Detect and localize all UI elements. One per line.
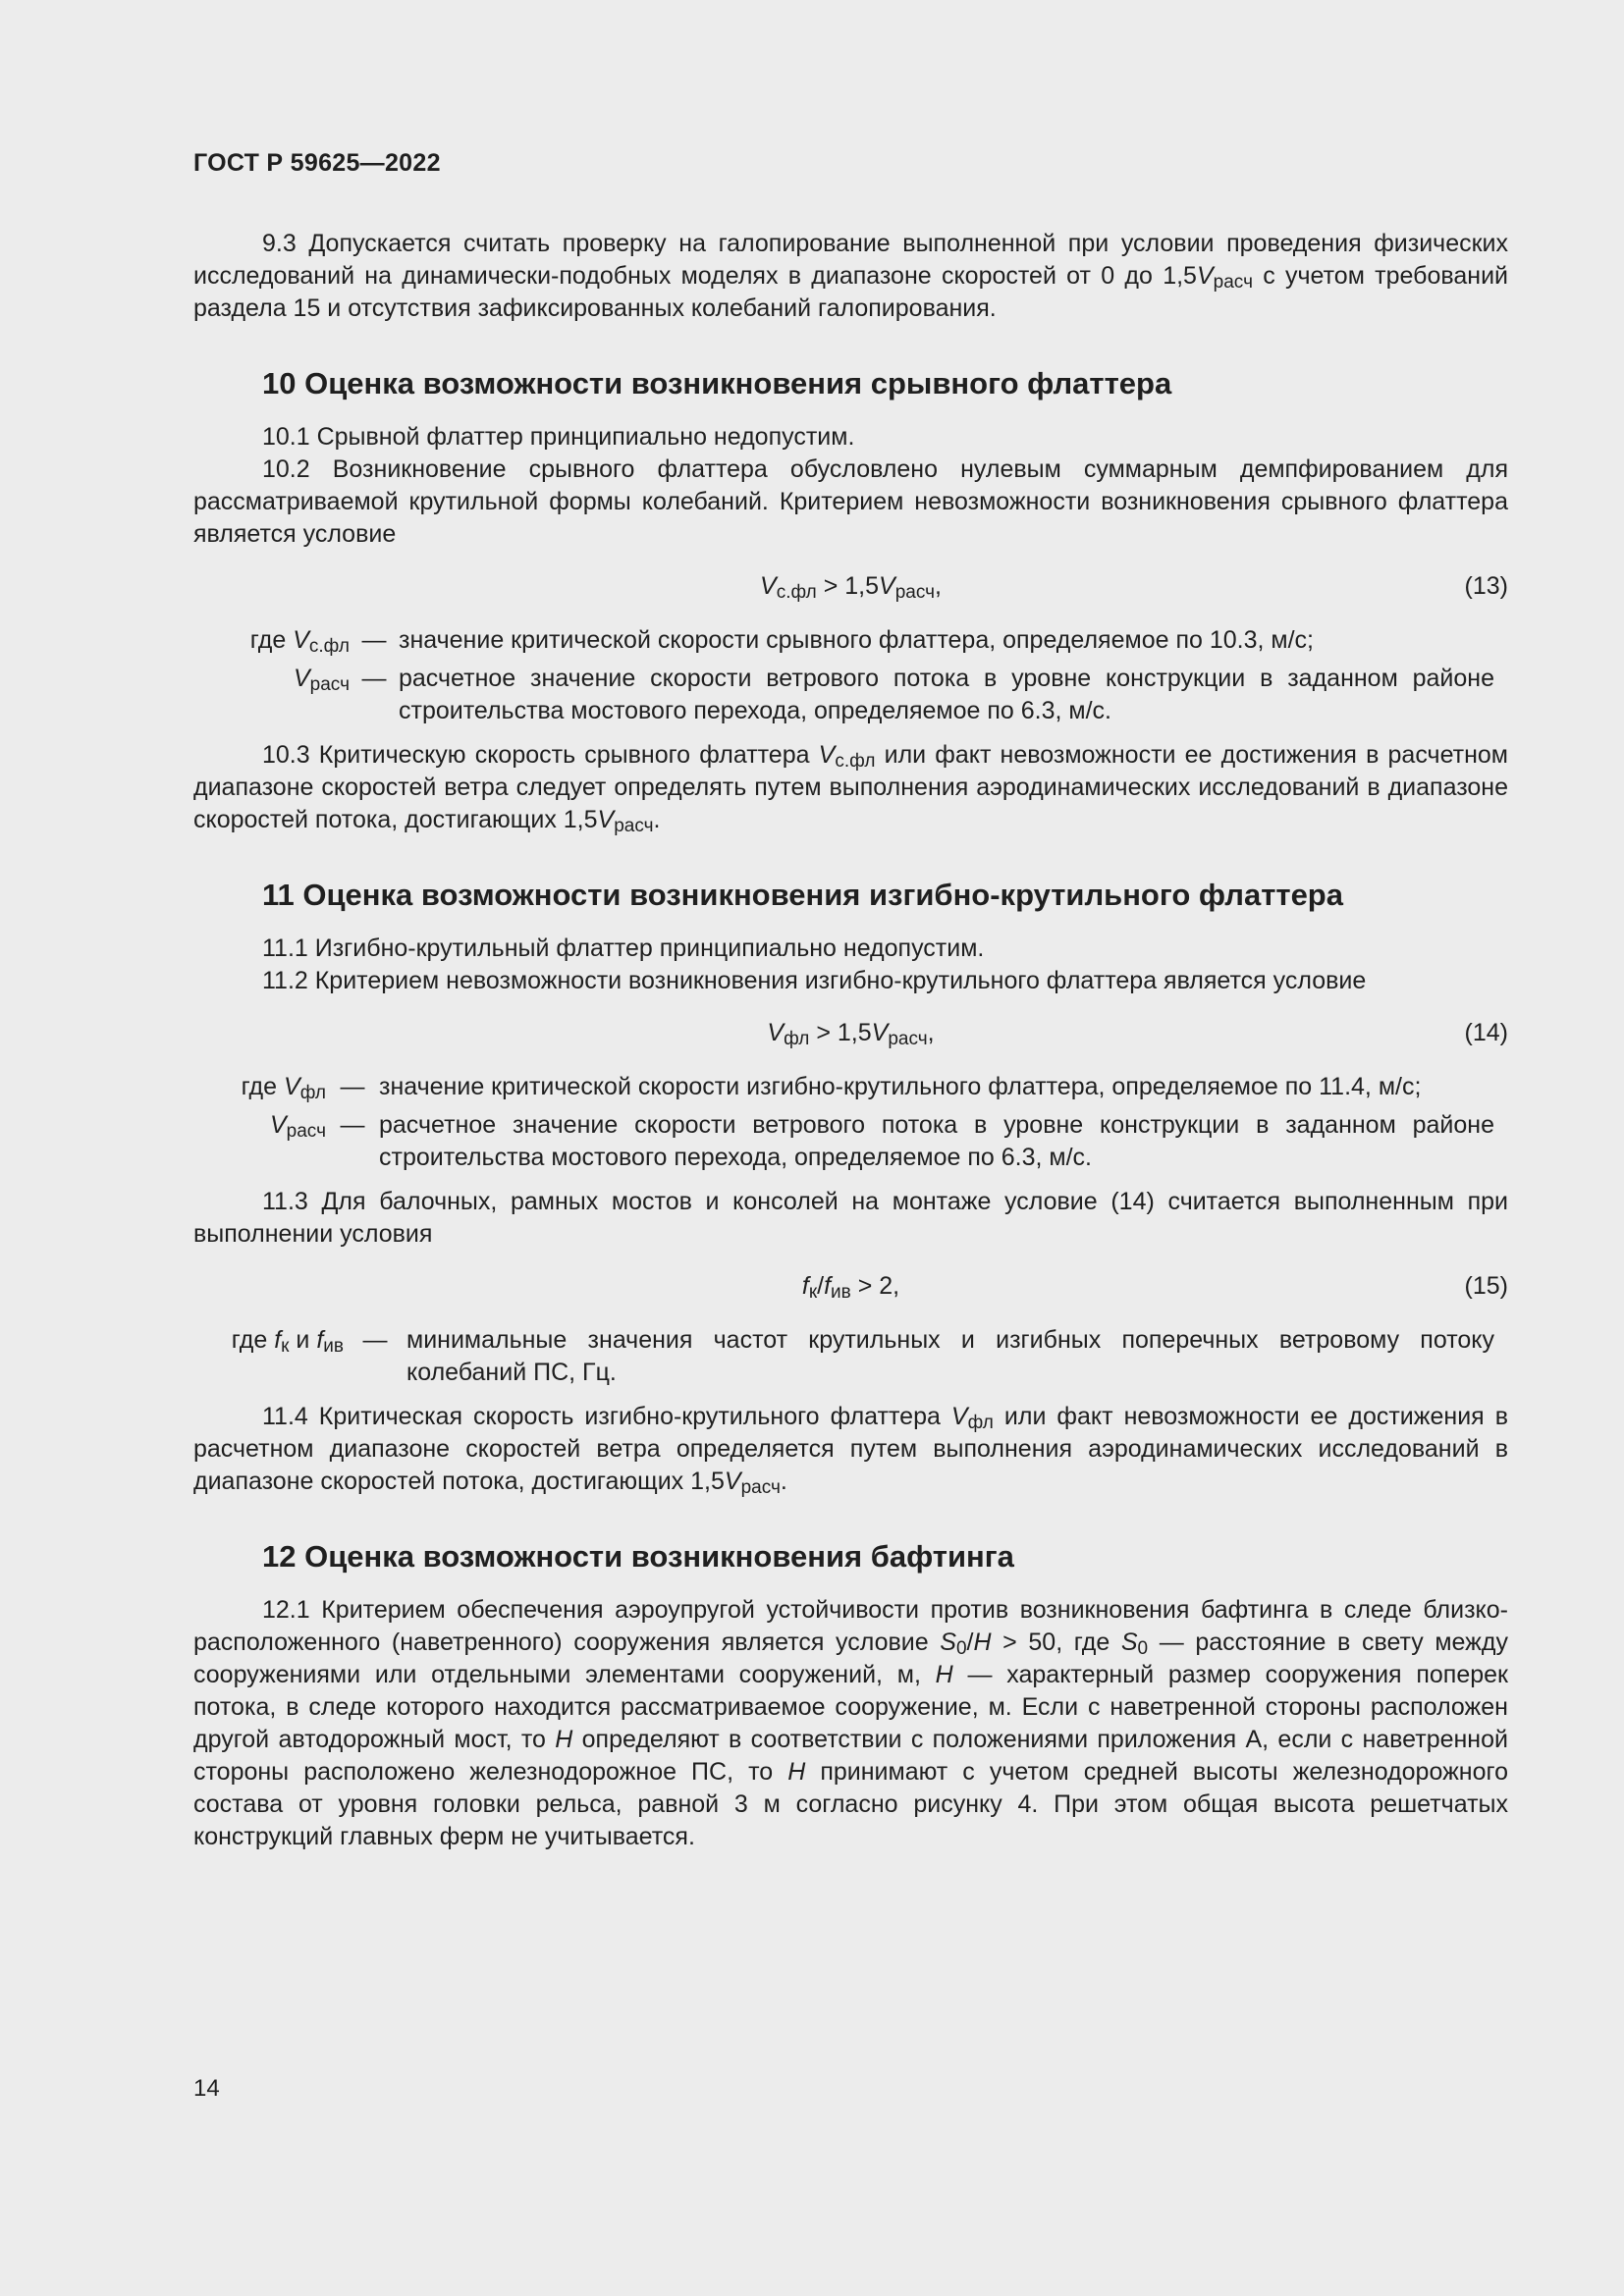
section-12-heading: 12 Оценка возможности возникновения бафтинга bbox=[262, 1539, 1014, 1574]
legend-description: расчетное значение скорости ветрового потока в уровне конструкции в заданном районе строительства мостового перехода, определяемое по 6.3, м/с. bbox=[379, 1111, 1494, 1171]
legend-description: значение критической скорости изгибно-крутильного флаттера, определяемое по 11.4, м/с; bbox=[379, 1073, 1422, 1100]
paragraph-10-1: 10.1 Срывной флаттер принципиально недопустим. bbox=[262, 423, 855, 451]
paragraph-11-4: 11.4 Критическая скорость изгибно-крутильного флаттера $V_{фл}$ или факт невозможности ее достижения в расчетном диапазоне скоростей ветра определяется путем выполнения аэродинамических исследований в диапазоне скоростей потока, достигающих $1,5V_{расч}$. bbox=[193, 1403, 1508, 1498]
legend-description: расчетное значение скорости ветрового потока в уровне конструкции в заданном районе строительства мостового перехода, определяемое по 6.3, м/с. bbox=[399, 665, 1494, 724]
legend-description: минимальные значения частот крутильных и изгибных поперечных ветровому потоку колебаний ПС, Гц. bbox=[406, 1326, 1494, 1386]
paragraph-11-1: 11.1 Изгибно-крутильный флаттер принципиально недопустим. bbox=[262, 934, 985, 962]
section-11-heading: 11 Оценка возможности возникновения изгибно-крутильного флаттера bbox=[262, 878, 1343, 912]
equation-number: (14) bbox=[1464, 1019, 1508, 1046]
legend-description: значение критической скорости срывного флаттера, определяемое по 10.3, м/с; bbox=[399, 626, 1314, 654]
formula-13: $V_{с.фл} > 1,5V_{расч}$, (13) bbox=[760, 572, 1508, 603]
equation-number: (13) bbox=[1464, 572, 1508, 600]
paragraph-12-1: 12.1 Критерием обеспечения аэроупругой устойчивости против возникновения бафтинга в следе близко-расположенного (наветренного) сооружения является условие $S_0/H > 50$, где $S_0$ — расстояние в свету между сооружениями или отдельными элементами сооружений, м, H — характерный размер сооружения поперек потока, в следе которого находится рассматриваемое сооружение, м. Если с наветренной стороны расположен другой автодорожный мост, то H определяют в соответствии с положениями приложения А, если с наветренной стороны расположено железнодорожное ПС, то H принимают с учетом средней высоты железнодорожного состава от уровня головки рельса, равной 3 м согласно рисунку 4. При этом общая высота решетчатых конструкций главных ферм не учитывается. bbox=[193, 1596, 1508, 1850]
legend-symbol: где $V_{с.фл}$ bbox=[249, 626, 350, 657]
document-header: ГОСТ Р 59625—2022 bbox=[193, 149, 441, 177]
formula-15-legend: где $f_к$ и $f_{ив}$ — минимальные значения частот крутильных и изгибных поперечных ветровому потоку колебаний ПС, Гц. bbox=[203, 1324, 1494, 1389]
paragraph-9-3: 9.3 Допускается считать проверку на галопирование выполненной при условии проведения физических исследований на динамически-подобных моделях в диапазоне скоростей от 0 до $1,5V_{расч}$ с учетом требований раздела 15 и отсутствия зафиксированных колебаний галопирования. bbox=[193, 230, 1508, 322]
formula-14-legend: где $V_{фл}$ — значение критической скорости изгибно-крутильного флаттера, определяемое по 11.4, м/с; $V_{расч}$ — расчетное значение скорости ветрового потока в уровне конструкции в заданном районе строительства мостового перехода, определяемое по 6.3, м/с. bbox=[213, 1071, 1494, 1174]
formula-13-legend: где $V_{с.фл}$ — значение критической скорости срывного флаттера, определяемое по 10.3, м/с; $V_{расч}$ — расчетное значение скорости ветрового потока в уровне конструкции в заданном районе строительства мостового перехода, определяемое по 6.3, м/с. bbox=[213, 624, 1494, 727]
paragraph-11-3: 11.3 Для балочных, рамных мостов и консолей на монтаже условие (14) считается выполненным при выполнении условия bbox=[193, 1188, 1508, 1248]
equation-number: (15) bbox=[1464, 1272, 1508, 1300]
legend-symbol: где $f_к$ и $f_{ив}$ bbox=[231, 1326, 344, 1357]
legend-symbol: $V_{расч}$ bbox=[269, 1111, 326, 1142]
section-10-heading: 10 Оценка возможности возникновения срывного флаттера bbox=[262, 366, 1172, 400]
paragraph-10-2: 10.2 Возникновение срывного флаттера обусловлено нулевым суммарным демпфированием для рассматриваемой крутильной формы колебаний. Критерием невозможности возникновения срывного флаттера является условие bbox=[193, 455, 1508, 548]
page-number: 14 bbox=[193, 2075, 220, 2102]
formula-15: $f_к/f_{ив} > 2$, (15) bbox=[801, 1272, 1508, 1303]
legend-symbol: $V_{расч}$ bbox=[293, 665, 350, 695]
formula-14: $V_{фл} > 1,5V_{расч}$, (14) bbox=[767, 1019, 1508, 1049]
paragraph-11-2: 11.2 Критерием невозможности возникновения изгибно-крутильного флаттера является условие bbox=[262, 967, 1367, 994]
paragraph-10-3: 10.3 Критическую скорость срывного флаттера $V_{с.фл}$ или факт невозможности ее достижения в расчетном диапазоне скоростей ветра следует определять путем выполнения аэродинамических исследований в диапазоне скоростей потока, достигающих $1,5V_{расч}$. bbox=[193, 741, 1508, 836]
legend-symbol: где $V_{фл}$ bbox=[241, 1073, 326, 1103]
